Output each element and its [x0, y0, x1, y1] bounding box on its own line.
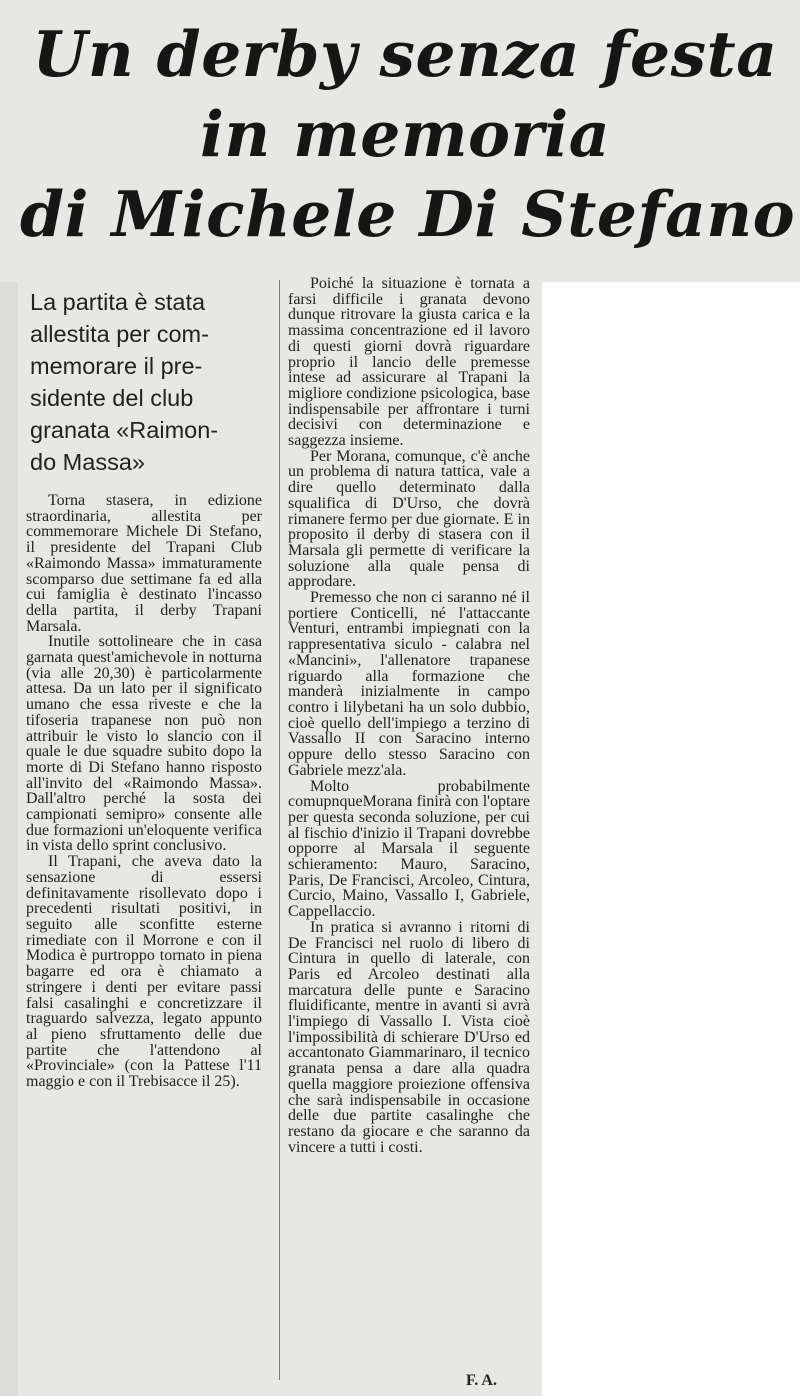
paragraph: Per Morana, comunque, c'è anche un problema di natura tattica, vale a dire quello determinato dalla squalifica di D'Urso, che dovrà rimanere fermo per due giornate. E in proposito il derby di stasera con il Marsala gli permette di verificare la soluzione alla quale pensa di approdare. [288, 447, 530, 591]
article-column-left [26, 493, 262, 1090]
paragraph: Molto probabilmente comupnqueMorana finirà con l'optare per questa seconda soluzione, per cui al fischio d'inizio il Trapani dovrebbe opporre al Marsala il seguente schieramento: Mauro, Saracino, Paris, De Francisci, Arcoleo, Cintura, Curcio, Maino, Vassallo I, Gabriele, Cappellaccio. [288, 777, 530, 921]
paragraph: Torna stasera, in edizione straordinaria, allestita per commemorare Michele Di Stefano, il presidente del Trapani Club «Raimondo Massa» immaturamente scomparso due settimane fa ed alla cui famiglia è destinato l'incasso della partita, il derby Trapani Marsala. [26, 492, 262, 635]
subhead-line-1: La partita è stata [30, 289, 206, 315]
subhead-line-2: allestita per com- [30, 321, 209, 347]
paragraph: Inutile sottolineare che in casa garnata quest'amichevole in notturna (via alle 20,30) è particolarmente attesa. Da un lato per il significato umano che essa riveste e che la tifoseria trapanese non può non attribuir le visto lo slancio con il quale le due squadre subito dopo la morte di Di Stefano hanno risposto all'invito del «Raimondo Massa». Dall'altro perché la sosta dei campionati semipro» consente alle due formazioni un'eloquente verifica in vista dello sprint conclusivo. [26, 633, 262, 855]
author-signature: F. A. [466, 1372, 497, 1389]
headline-line-3: di Michele Di Stefano [20, 177, 796, 251]
headline-line-1: Un derby senza festa [32, 17, 778, 91]
headline-line-2: in memoria [199, 97, 611, 171]
subhead-line-4: sidente del club [30, 385, 194, 411]
paragraph: Premesso che non ci saranno né il portiere Conticelli, né l'attaccante Venturi, entrambi impiegnati con la rappresentativa siculo - calabra nel «Mancini», l'allenatore trapanese riguardo alla formazione che manderà inizialmente in campo contro i lilybetani ha un solo dubbio, cioè quello dell'impiego a terzino di Vassallo II con Saracino interno oppure dello stesso Saracino con Gabriele mezz'ala. [288, 589, 530, 779]
article-headline [20, 14, 796, 254]
paper-edge-left [0, 282, 18, 1396]
column-divider [279, 280, 280, 1380]
subhead-line-5: granata «Raimon- [30, 417, 219, 443]
article-column-right [288, 276, 530, 1155]
article-subheading [30, 286, 266, 478]
subhead-line-3: memorare il pre- [30, 353, 203, 379]
paragraph: In pratica si avranno i ritorni di De Francisci nel ruolo di libero di Cintura in quello di laterale, con Paris ed Arcoleo destinati alla marcatura delle punte e Saracino fluidificante, mentre in avanti si avrà l'impiego di Vassallo I. Vista cioè l'impossibilità di schierare D'Urso ed accantonato Giammarinaro, il tecnico granata pensa a dare alla quadra quella maggiore proiezione offensiva che sarà indispensabile in occasione delle due partite casalinghe che restano da giocare e che saranno da vincere a tutti i costi. [288, 918, 530, 1156]
paragraph: Il Trapani, che aveva dato la sensazione di essersi definitavamente risollevato dopo i precedenti risultati positivi, in seguito alle sconfitte esterne rimediate con il Morrone e con il Modica è purtroppo tornato in piena bagarre ed ora è chiamato a stringere i denti per evitare passi falsi casalinghi e concretizzare il traguardo salvezza, legato appunto al pieno sfruttamento delle due partite che l'attendono al «Provinciale» (con la Pattese l'11 maggio e con il Trebisacce il 25). [26, 853, 262, 1091]
subhead-line-6: do Massa» [30, 449, 145, 475]
paragraph: Poiché la situazione è tornata a farsi difficile i granata devono dunque ritrovare la giusta carica e la massima concentrazione ed il lavoro di questi giorni dovrà riguardare proprio il lancio delle premesse intese ad assicurare al Trapani la migliore condizione psicologica, base indispensabile per affrontare i turni decisivi con determinazione e saggezza insieme. [288, 275, 530, 450]
